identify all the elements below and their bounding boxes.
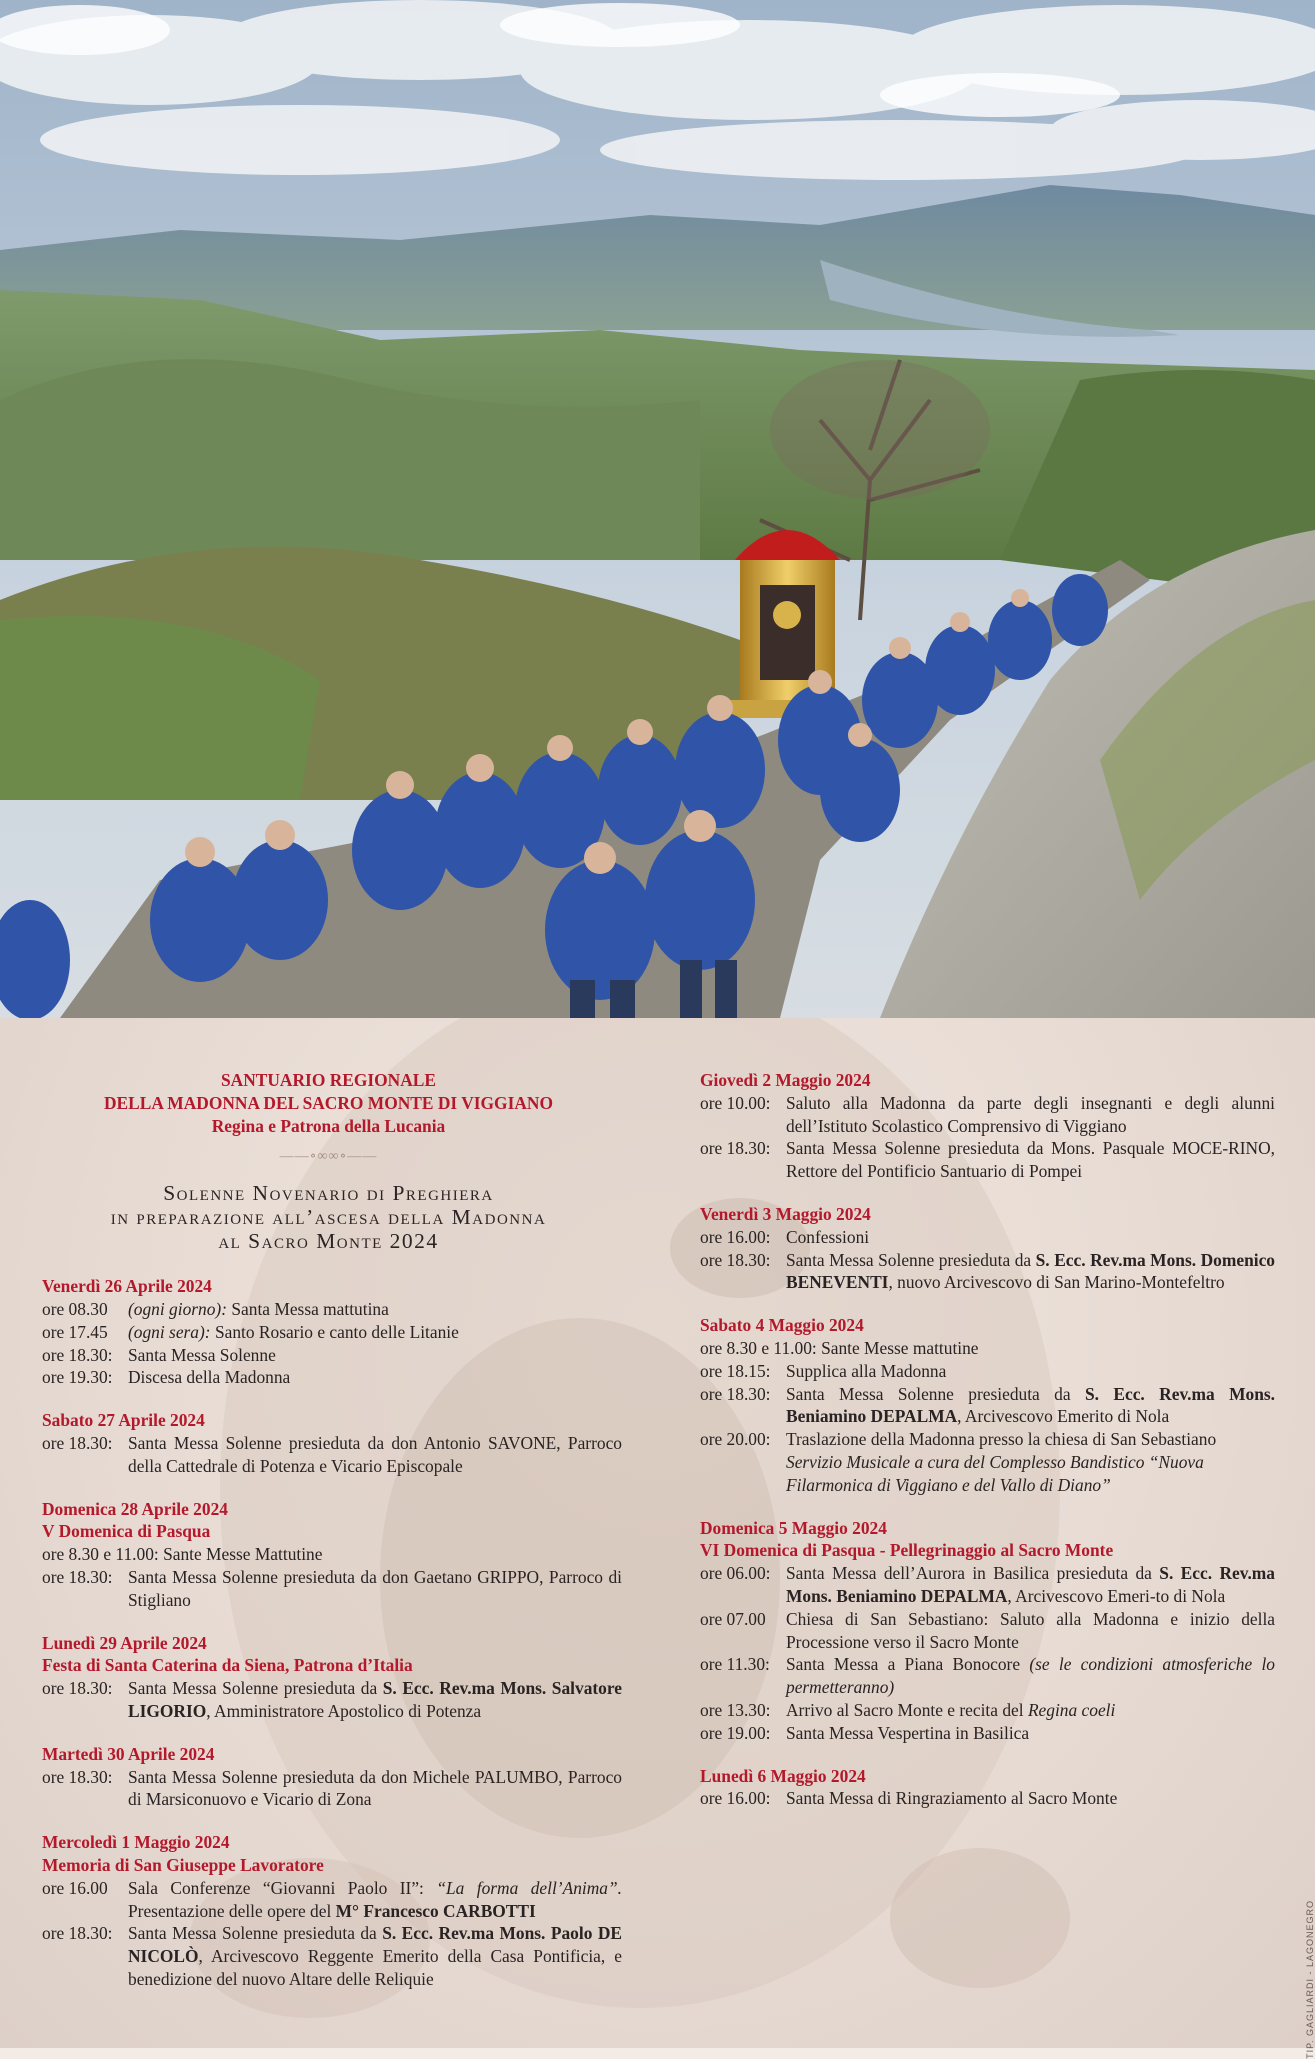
schedule-row: ore 10.00: Saluto alla Madonna da parte degli insegnanti e degli alunni dell’Istituto Scolastico Comprensivo di Viggiano	[700, 1092, 1275, 1136]
day-heading: Lunedì 6 Maggio 2024	[700, 1765, 866, 1786]
day-heading: Venerdì 3 Maggio 2024	[700, 1203, 871, 1224]
schedule-row: ore 20.00: Traslazione della Madonna presso la chiesa di San Sebastiano Servizio Musicale a cura del Complesso Bandistico “Nuova Filarmonica di Viggiano e del Vallo di Diano”	[700, 1429, 1217, 1495]
day-subtitle: Festa di Santa Caterina da Siena, Patrona d’Italia	[42, 1655, 413, 1676]
schedule-row: ore 18.30: Santa Messa Solenne presieduta da S. Ecc. Rev.ma Mons. Domenico BENEVENTI, nuovo Arcivescovo di San Marino-Montefeltro	[700, 1249, 1275, 1293]
schedule-row: ore 18.30: Santa Messa Solenne presieduta da don Michele PALUMBO, Parroco di Marsiconuovo e Vicario di Zona	[42, 1766, 622, 1810]
program-section	[0, 1018, 1315, 2048]
schedule-row: ore 17.45 (ogni sera): Santo Rosario e canto delle Litanie	[42, 1321, 459, 1342]
schedule-row: ore 16.00: Santa Messa di Ringraziamento al Sacro Monte	[700, 1788, 1118, 1809]
schedule-row: ore 19.00: Santa Messa Vespertina in Basilica	[700, 1722, 1030, 1743]
day-heading: Sabato 4 Maggio 2024	[700, 1315, 864, 1336]
schedule-row: ore 06.00: Santa Messa dell’Aurora in Basilica presieduta da S. Ecc. Rev.ma Mons. Beniamino DEPALMA, Arcivescovo Emeri-to di Nola	[700, 1563, 1275, 1606]
schedule-row: ore 8.30 e 11.00: Sante Messe mattutine	[700, 1337, 979, 1358]
schedule-row: ore 18.30: Santa Messa Solenne	[42, 1344, 276, 1365]
schedule-row: ore 18.30: Santa Messa Solenne presieduta da don Gaetano GRIPPO, Parroco di Stigliano	[42, 1566, 622, 1610]
day-subtitle: Memoria di San Giuseppe Lavoratore	[42, 1854, 324, 1875]
right-column	[700, 1069, 1275, 1810]
schedule-row: ore 16.00 Sala Conferenze “Giovanni Paolo II”: “La forma dell’Anima”. Presentazione delle opere del M° Francesco CARBOTTI	[42, 1877, 623, 1921]
schedule-row: ore 18.30: Santa Messa Solenne presieduta da S. Ecc. Rev.ma Mons. Salvatore LIGORIO, Amministratore Apostolico di Potenza	[42, 1678, 623, 1721]
schedule-row: ore 11.30: Santa Messa a Piana Bonocore (se le condizioni atmosferiche lo permetteranno)	[700, 1654, 1275, 1698]
day-heading: Giovedì 2 Maggio 2024	[700, 1070, 871, 1090]
left-column	[42, 1069, 622, 1991]
day-heading: Sabato 27 Aprile 2024	[42, 1410, 205, 1431]
day-heading: Domenica 28 Aprile 2024	[42, 1498, 228, 1519]
schedule-row: ore 18.30: Santa Messa Solenne presieduta da S. Ecc. Rev.ma Mons. Paolo DE NICOLÒ, Arcivescovo Reggente Emerito della Casa Pontificia, e benedizione del nuovo Altare delle Reliquie	[42, 1923, 622, 1989]
schedule-row: ore 19.30: Discesa della Madonna	[42, 1367, 291, 1388]
day-heading: Martedì 30 Aprile 2024	[42, 1743, 215, 1764]
schedule-row: ore 07.00 Chiesa di San Sebastiano: Saluto alla Madonna e inizio della Processione verso il Sacro Monte	[700, 1608, 1275, 1652]
title-line-2: in preparazione all’ascesa della Madonna	[110, 1205, 547, 1230]
schedule-row: ore 18.30: Santa Messa Solenne presieduta da S. Ecc. Rev.ma Mons. Beniamino DEPALMA, Arcivescovo Emerito di Nola	[700, 1383, 1276, 1427]
day-heading: Domenica 5 Maggio 2024	[700, 1517, 887, 1538]
header-line-1: SANTUARIO REGIONALE	[220, 1070, 436, 1090]
schedule-row: ore 18.30: Santa Messa Solenne presieduta da don Antonio SAVONE, Parroco della Cattedrale di Potenza e Vicario Episcopale	[42, 1432, 622, 1476]
title-line-3: al Sacro Monte 2024	[218, 1229, 439, 1254]
procession-photo	[0, 0, 1315, 1018]
schedule-row: ore 16.00: Confessioni	[700, 1226, 870, 1247]
schedule-row: ore 18.15: Supplica alla Madonna	[700, 1360, 947, 1381]
day-heading: Venerdì 26 Aprile 2024	[42, 1276, 212, 1297]
header-line-3: Regina e Patrona della Lucania	[211, 1115, 446, 1136]
ornament-divider: ——∘∞∞∘——	[279, 1149, 378, 1165]
schedule-row: ore 18.30: Santa Messa Solenne presieduta da Mons. Pasquale MOCE-RINO, Rettore del Pontificio Santuario di Pompei	[700, 1138, 1275, 1182]
day-heading: Lunedì 29 Aprile 2024	[42, 1632, 207, 1653]
schedule-row: ore 8.30 e 11.00: Sante Messe Mattutine	[42, 1544, 323, 1565]
day-subtitle: VI Domenica di Pasqua - Pellegrinaggio al Sacro Monte	[700, 1540, 1114, 1561]
title-line-1: Solenne Novenario di Preghiera	[163, 1181, 494, 1206]
day-subtitle: V Domenica di Pasqua	[42, 1521, 211, 1542]
schedule-row: ore 13.30: Arrivo al Sacro Monte e recita del Regina coeli	[700, 1699, 1116, 1720]
header-line-2: DELLA MADONNA DEL SACRO MONTE DI VIGGIANO	[104, 1092, 553, 1113]
day-heading: Mercoledì 1 Maggio 2024	[42, 1832, 230, 1853]
schedule-row: ore 08.30 (ogni giorno): Santa Messa mattutina	[42, 1298, 389, 1319]
printer-credit: TIP. GAGLIARDI - LAGONEGRO	[1305, 1900, 1315, 2059]
sanctuary-header	[36, 1069, 621, 1253]
